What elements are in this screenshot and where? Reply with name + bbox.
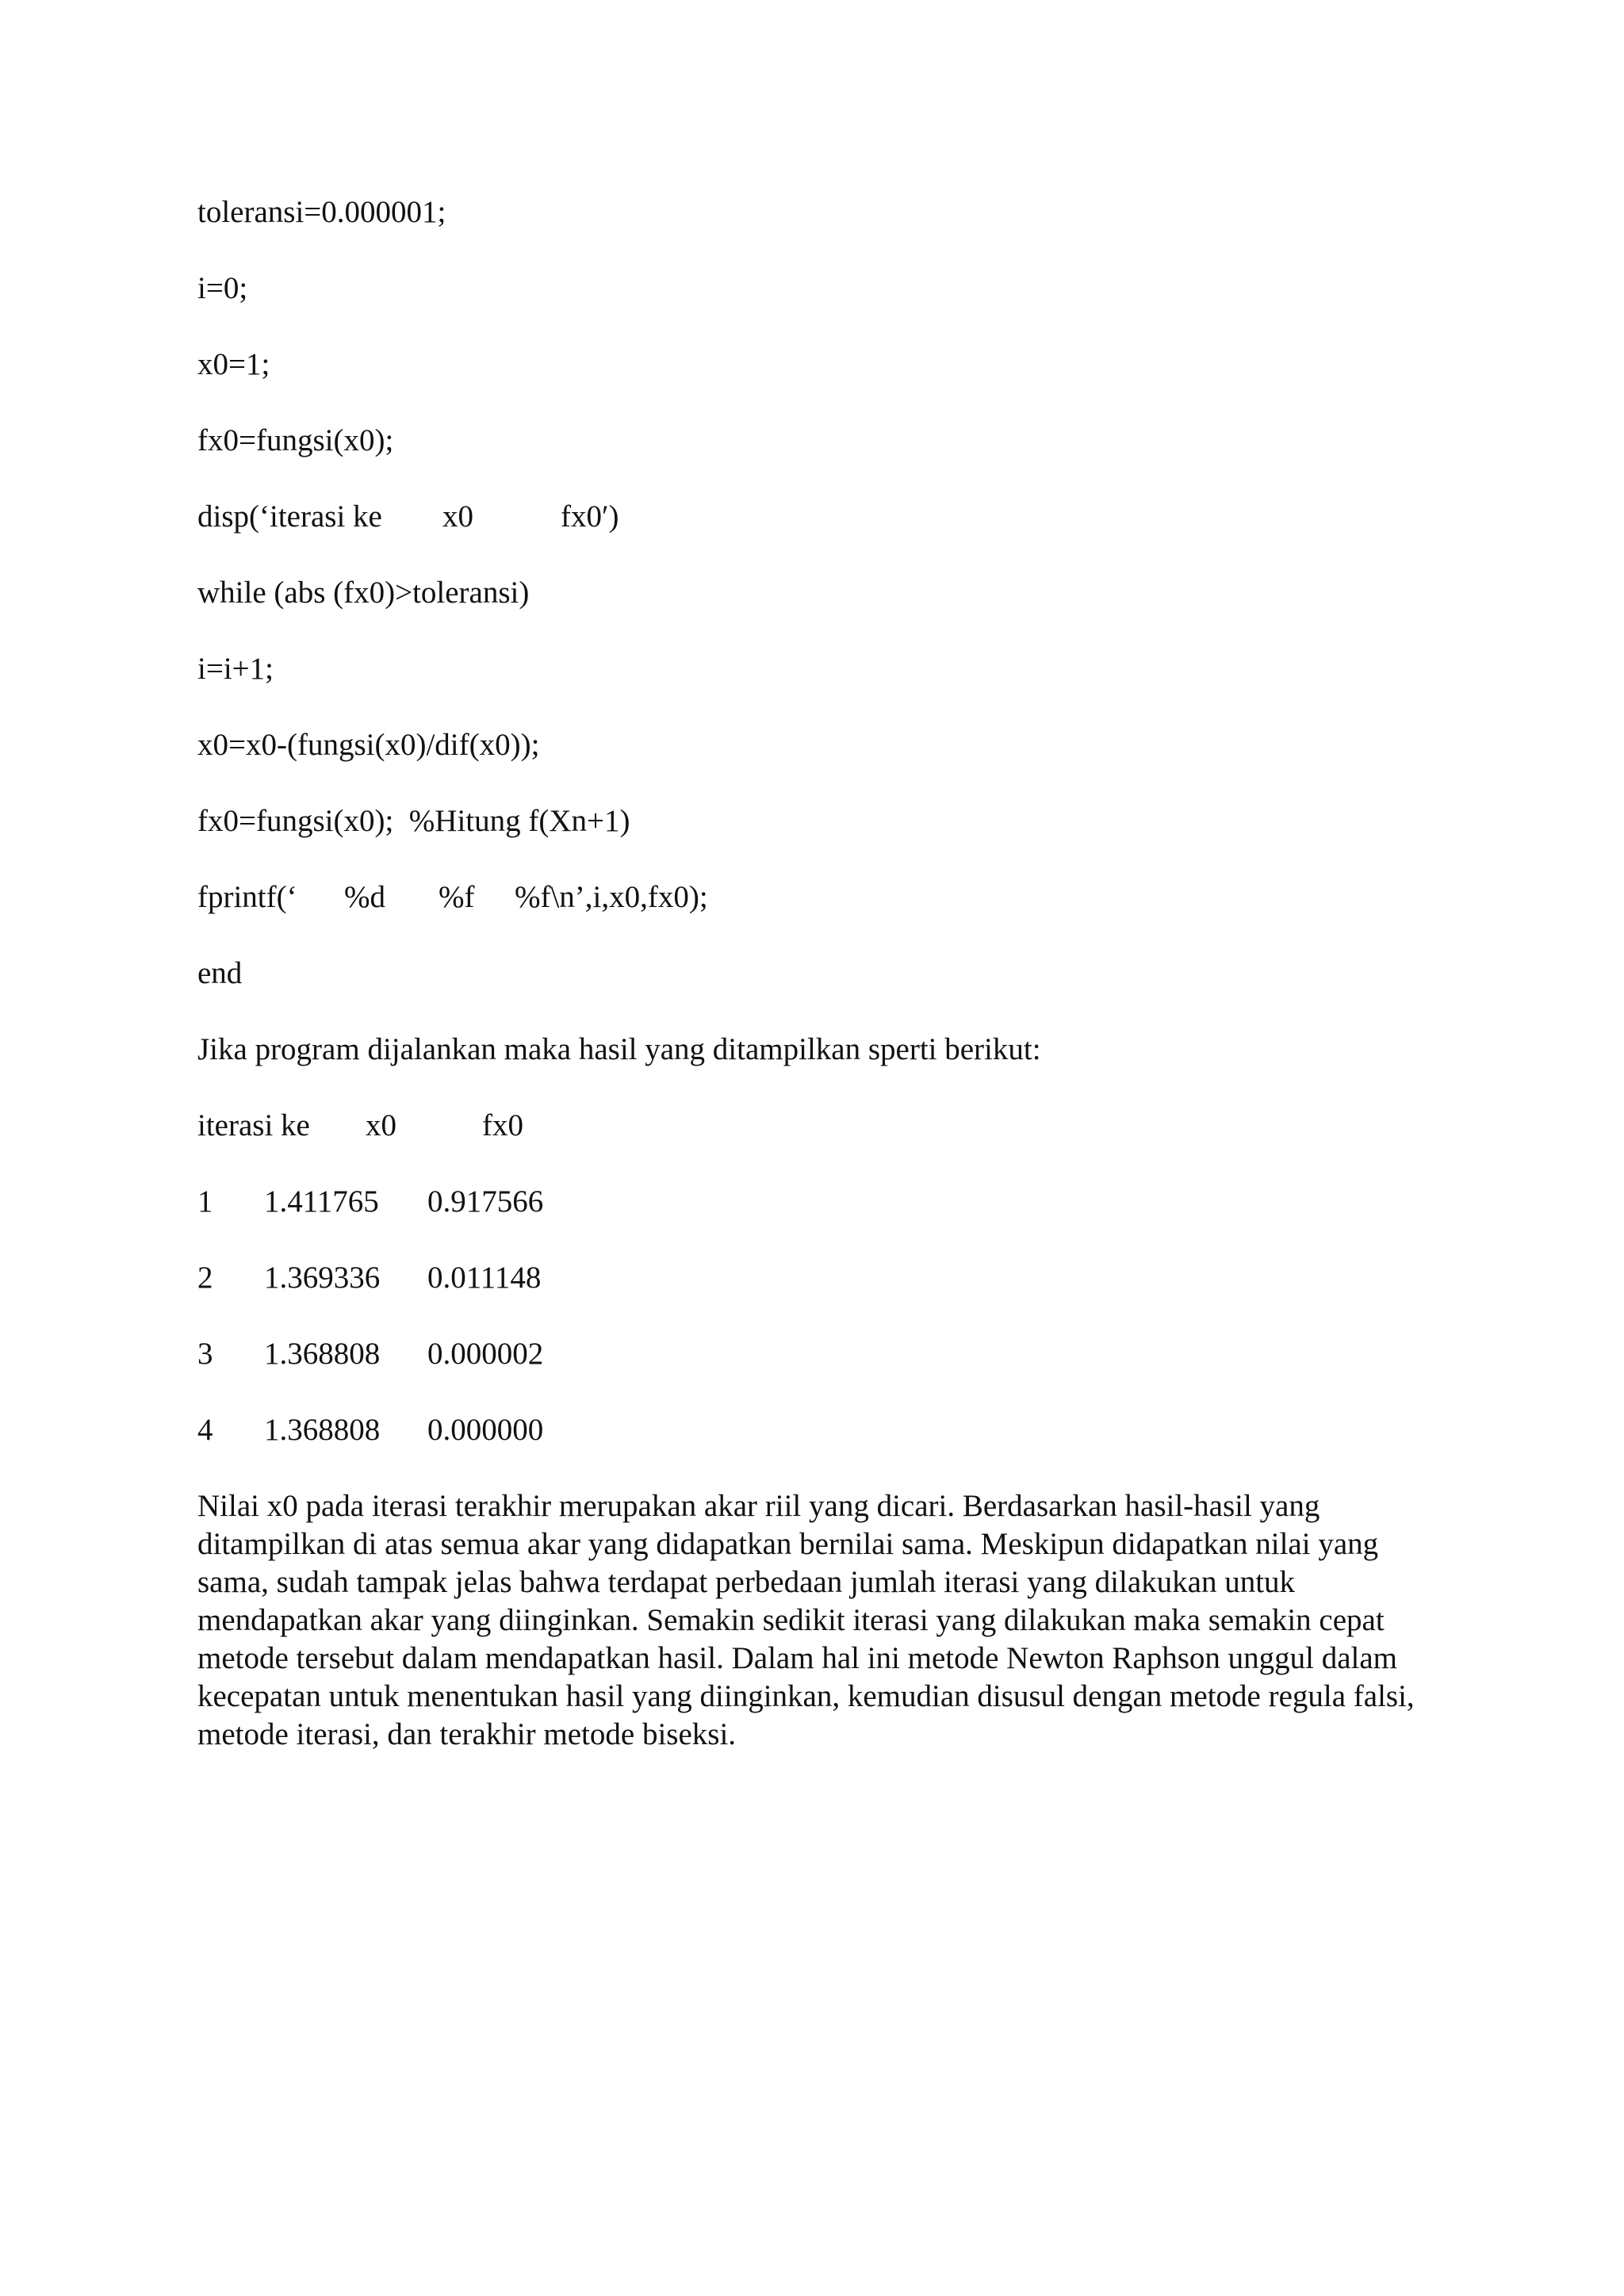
output-row — [197, 1259, 1450, 1297]
fprintf-format-f1: %f — [439, 880, 475, 914]
output-header-fx0: fx0 — [482, 1108, 523, 1142]
disp-label-x0: x0 — [442, 499, 473, 534]
output-cell-fx0: 0.000000 — [427, 1413, 544, 1447]
code-line-while: while (abs (fx0)>toleransi) — [197, 576, 530, 610]
output-row — [197, 1183, 1450, 1221]
disp-label-iterasi: disp(‘iterasi ke — [197, 499, 382, 534]
output-row — [197, 1411, 1450, 1449]
code-line-toleransi: toleransi=0.000001; — [197, 195, 446, 229]
output-cell-x0: 1.369336 — [264, 1261, 381, 1295]
fprintf-format-d: %d — [344, 880, 385, 914]
output-cell-fx0: 0.011148 — [427, 1261, 542, 1295]
output-cell-fx0: 0.917566 — [427, 1184, 544, 1219]
conclusion-paragraph: Nilai x0 pada iterasi terakhir merupakan akar riil yang dicari. Berdasarkan hasil-hasil yang ditampilkan di atas semua akar yang didapatkan bernilai sama. Meskipun didapatkan nilai yang sama, sudah tampak jelas bahwa terdapat perbedaan jumlah iterasi yang dilakukan untuk mendapatkan akar yang diinginkan. Semakin sedikit iterasi yang dilakukan maka semakin cepat metode tersebut dalam mendapatkan hasil. Dalam hal ini metode Newton Raphson unggul dalam kecepatan untuk menentukan hasil yang diinginkan, kemudian disusul dengan metode regula falsi, metode iterasi, dan terakhir metode biseksi. — [197, 1489, 1415, 1751]
output-cell-x0: 1.368808 — [264, 1337, 381, 1371]
output-row — [197, 1335, 1450, 1373]
output-cell-iteration: 4 — [197, 1413, 213, 1447]
intro-sentence: Jika program dijalankan maka hasil yang ditampilkan sperti berikut: — [197, 1032, 1041, 1066]
code-line-newton-step: x0=x0-(fungsi(x0)/dif(x0)); — [197, 728, 540, 762]
output-cell-iteration: 1 — [197, 1184, 213, 1219]
code-line-end: end — [197, 956, 243, 990]
code-line-init-fx0: fx0=fungsi(x0); — [197, 423, 394, 457]
document-content — [197, 193, 1450, 1754]
disp-label-fx0: fx0′) — [561, 499, 619, 534]
code-line-disp — [197, 498, 1450, 536]
output-header-x0: x0 — [366, 1108, 396, 1142]
output-header-iterasi: iterasi ke — [197, 1108, 310, 1142]
output-cell-x0: 1.411765 — [264, 1184, 379, 1219]
output-cell-fx0: 0.000002 — [427, 1337, 544, 1371]
code-line-increment: i=i+1; — [197, 652, 274, 686]
code-line-init-i: i=0; — [197, 271, 248, 305]
fprintf-format-f2: %f\n’,i,x0,fx0); — [515, 880, 708, 914]
output-cell-iteration: 2 — [197, 1261, 213, 1295]
code-line-update-fx0: fx0=fungsi(x0); %Hitung f(Xn+1) — [197, 804, 630, 838]
fprintf-call: fprintf(‘ — [197, 880, 297, 914]
output-header — [197, 1107, 1450, 1145]
code-line-init-x0: x0=1; — [197, 347, 270, 381]
output-cell-x0: 1.368808 — [264, 1413, 381, 1447]
code-line-fprintf — [197, 878, 1450, 916]
output-cell-iteration: 3 — [197, 1337, 213, 1371]
